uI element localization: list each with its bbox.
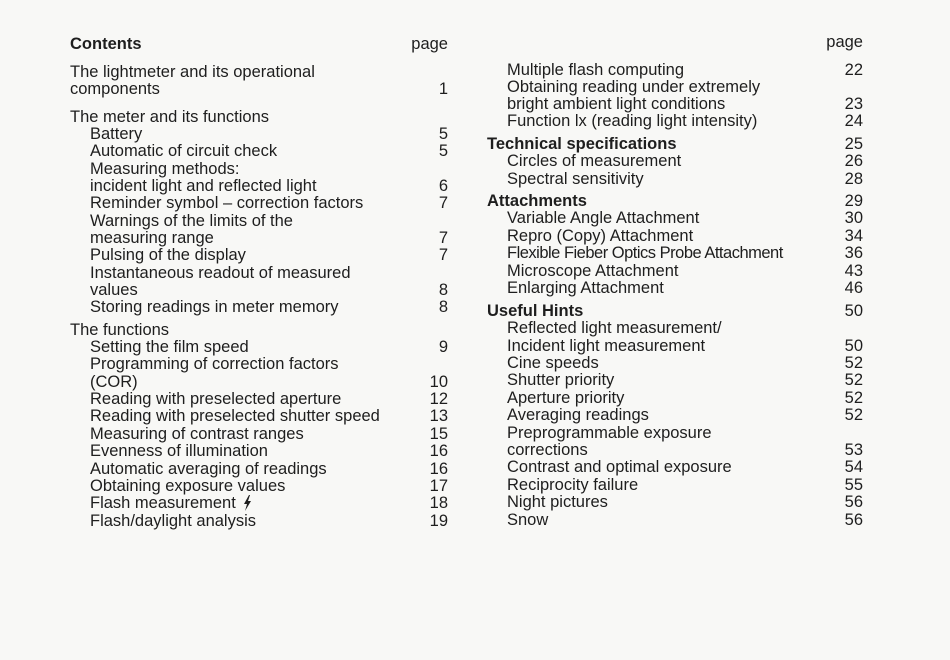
- toc-entry-page: 30: [844, 209, 863, 227]
- toc-entry-page: 6: [438, 177, 448, 195]
- toc-entry: [487, 371, 863, 389]
- toc-entry-page: 5: [438, 142, 448, 160]
- toc-entry-text: Aperture priority: [507, 389, 625, 407]
- toc-entry-text: Obtaining exposure values: [90, 477, 286, 495]
- toc-entry-page: 5: [438, 125, 448, 143]
- toc-entry-page: 7: [438, 194, 448, 212]
- toc-entry: [70, 425, 448, 443]
- toc-entry-text: Circles of measurement: [507, 152, 682, 170]
- toc-entry: [70, 212, 448, 230]
- toc-entry: [487, 511, 863, 529]
- toc-entry: [70, 246, 448, 264]
- toc-section: [70, 321, 448, 339]
- toc-entry: [487, 262, 863, 280]
- toc-entry: [70, 338, 448, 356]
- toc-entry: [487, 354, 863, 372]
- toc-entry-page: 52: [844, 389, 863, 407]
- toc-entry-text: Night pictures: [507, 493, 608, 511]
- toc-entry: [70, 281, 448, 299]
- toc-section-text: Attachments: [487, 192, 587, 210]
- toc-entry-text: Setting the film speed: [90, 338, 249, 356]
- toc-entry-page: 46: [844, 279, 863, 297]
- toc-entry: [70, 355, 448, 373]
- toc-section-text: Useful Hints: [487, 302, 584, 320]
- toc-entry-text: Shutter priority: [507, 371, 615, 389]
- toc-entry-text: Obtaining reading under extremely: [507, 78, 761, 96]
- toc-entry: [487, 209, 863, 227]
- toc-entry-page: 9: [438, 338, 448, 356]
- toc-entry-text: Microscope Attachment: [507, 262, 679, 280]
- toc-entry-text: Reciprocity failure: [507, 476, 639, 494]
- toc-entry: [487, 319, 863, 337]
- toc-entry-text: Programming of correction factors: [90, 355, 339, 373]
- toc-entry-text: Contrast and optimal exposure: [507, 458, 732, 476]
- toc-entry-page: 56: [844, 493, 863, 511]
- toc-entry: [70, 494, 448, 512]
- toc-entry: [70, 63, 448, 81]
- toc-entry-text: incident light and reflected light: [90, 177, 317, 195]
- toc-entry: [487, 424, 863, 442]
- toc-entry-page: 25: [844, 135, 863, 153]
- toc-entry-text: components: [70, 80, 160, 98]
- toc-entry: [487, 112, 863, 130]
- toc-entry-page: 15: [429, 425, 448, 443]
- toc-entry-page: 16: [429, 442, 448, 460]
- toc-entry-page: 8: [438, 298, 448, 316]
- toc-entry: [70, 407, 448, 425]
- toc-entry-page: 28: [844, 170, 863, 188]
- toc-entry-page: 29: [844, 192, 863, 210]
- toc-entry-page: 24: [844, 112, 863, 130]
- toc-entry-text: Flash/daylight analysis: [90, 512, 256, 530]
- toc-entry: [70, 390, 448, 408]
- toc-entry-page: 19: [429, 512, 448, 530]
- toc-entry-page: 26: [844, 152, 863, 170]
- toc-entry: [70, 477, 448, 495]
- toc-entry-text: Battery: [90, 125, 143, 143]
- toc-entry-page: 22: [844, 61, 863, 79]
- page-label-row: [487, 33, 863, 51]
- toc-entry: [70, 373, 448, 391]
- toc-entry-page: 18: [429, 494, 448, 512]
- toc-entry-text: Multiple flash computing: [507, 61, 685, 79]
- toc-entry: [487, 441, 863, 459]
- toc-section-text: The functions: [70, 321, 170, 339]
- toc-entry-text: Incident light measurement: [507, 337, 706, 355]
- toc-entry-text: Evenness of illumination: [90, 442, 268, 460]
- toc-entry-text: Measuring of contrast ranges: [90, 425, 304, 443]
- toc-entry-text: Reading with preselected aperture: [90, 390, 342, 408]
- toc-section-text: Technical specifications: [487, 135, 677, 153]
- toc-entry-text: Reflected light measurement/: [507, 319, 722, 337]
- toc-entry-page: 10: [429, 373, 448, 391]
- toc-section: [487, 135, 863, 153]
- lightning-bolt-icon: [242, 495, 252, 511]
- toc-entry-page: 8: [438, 281, 448, 299]
- toc-entry: [70, 80, 448, 98]
- toc-entry-page: 52: [844, 371, 863, 389]
- toc-entry: [70, 264, 448, 282]
- toc-entry-text: Automatic averaging of readings: [90, 460, 327, 478]
- toc-entry-page: 34: [844, 227, 863, 245]
- toc-entry: [487, 406, 863, 424]
- toc-entry-page: 36: [844, 244, 863, 262]
- toc-entry-text: Spectral sensitivity: [507, 170, 644, 188]
- toc-entry-page: 1: [438, 80, 448, 98]
- toc-entry-page: 54: [844, 458, 863, 476]
- toc-entry: [487, 389, 863, 407]
- toc-entry: [487, 170, 863, 188]
- toc-entry-text: Flexible Fieber Optics Probe Attachment: [507, 244, 783, 262]
- toc-entry-page: 12: [429, 390, 448, 408]
- toc-entry-text: Cine speeds: [507, 354, 599, 372]
- toc-entry-text: values: [90, 281, 138, 299]
- toc-entry-text: Warnings of the limits of the: [90, 212, 293, 230]
- toc-entry: [70, 460, 448, 478]
- toc-entry-text: Storing readings in meter memory: [90, 298, 339, 316]
- toc-entry-text: Measuring methods:: [90, 160, 240, 178]
- toc-entry-page: 43: [844, 262, 863, 280]
- toc-entry-page: 52: [844, 406, 863, 424]
- toc-entry: [487, 61, 863, 79]
- toc-entry: [70, 177, 448, 195]
- toc-entry: [487, 95, 863, 113]
- toc-entry-text: Reading with preselected shutter speed: [90, 407, 380, 425]
- toc-entry-page: 17: [429, 477, 448, 495]
- toc-entry: [70, 298, 448, 316]
- toc-entry-text: Enlarging Attachment: [507, 279, 664, 297]
- toc-entry-text: bright ambient light conditions: [507, 95, 726, 113]
- toc-entry-page: 16: [429, 460, 448, 478]
- toc-entry: [487, 152, 863, 170]
- toc-entry-text: Function lx (reading light intensity): [507, 112, 758, 130]
- toc-entry-text: Snow: [507, 511, 549, 529]
- toc-entry-text: measuring range: [90, 229, 214, 247]
- contents-heading-row: [70, 35, 448, 53]
- toc-section: [70, 108, 448, 126]
- toc-entry: [487, 244, 863, 262]
- toc-entry-page: 13: [429, 407, 448, 425]
- toc-entry: [487, 476, 863, 494]
- toc-entry-text: Pulsing of the display: [90, 246, 246, 264]
- toc-entry: [487, 458, 863, 476]
- toc-entry-text: corrections: [507, 441, 588, 459]
- toc-entry-text: Reminder symbol – correction factors: [90, 194, 364, 212]
- toc-entry: [487, 279, 863, 297]
- toc-entry: [70, 160, 448, 178]
- toc-entry-text: The lightmeter and its operational: [70, 63, 315, 81]
- toc-entry-page: 50: [844, 337, 863, 355]
- toc-entry-text: (COR): [90, 373, 138, 391]
- page-column-label: page: [411, 35, 448, 53]
- toc-entry-page: 50: [844, 302, 863, 320]
- toc-entry: [70, 142, 448, 160]
- toc-entry: [70, 512, 448, 530]
- toc-entry: [70, 194, 448, 212]
- toc-entry: [70, 229, 448, 247]
- toc-entry-page: 53: [844, 441, 863, 459]
- page-column-label: page: [826, 33, 863, 51]
- toc-entry-text: Averaging readings: [507, 406, 649, 424]
- toc-entry-page: 7: [438, 246, 448, 264]
- toc-entry: [487, 493, 863, 511]
- toc-section: [487, 302, 863, 320]
- toc-entry-text: Flash measurement: [90, 494, 236, 512]
- toc-entry-page: 7: [438, 229, 448, 247]
- toc-entry-page: 52: [844, 354, 863, 372]
- toc-entry: [487, 227, 863, 245]
- toc-entry: [70, 442, 448, 460]
- toc-entry-text: Automatic of circuit check: [90, 142, 278, 160]
- toc-entry-text: Repro (Copy) Attachment: [507, 227, 694, 245]
- toc-section: [487, 192, 863, 210]
- toc-entry-text: Preprogrammable exposure: [507, 424, 712, 442]
- contents-heading: Contents: [70, 35, 142, 53]
- toc-entry: [487, 337, 863, 355]
- toc-entry: [70, 125, 448, 143]
- toc-entry-text: Instantaneous readout of measured: [90, 264, 351, 282]
- toc-entry: [487, 78, 863, 96]
- toc-entry-text: Variable Angle Attachment: [507, 209, 700, 227]
- toc-entry-label: [90, 494, 252, 512]
- toc-entry-page: 56: [844, 511, 863, 529]
- toc-entry-page: 55: [844, 476, 863, 494]
- toc-entry-page: 23: [844, 95, 863, 113]
- toc-section-text: The meter and its functions: [70, 108, 270, 126]
